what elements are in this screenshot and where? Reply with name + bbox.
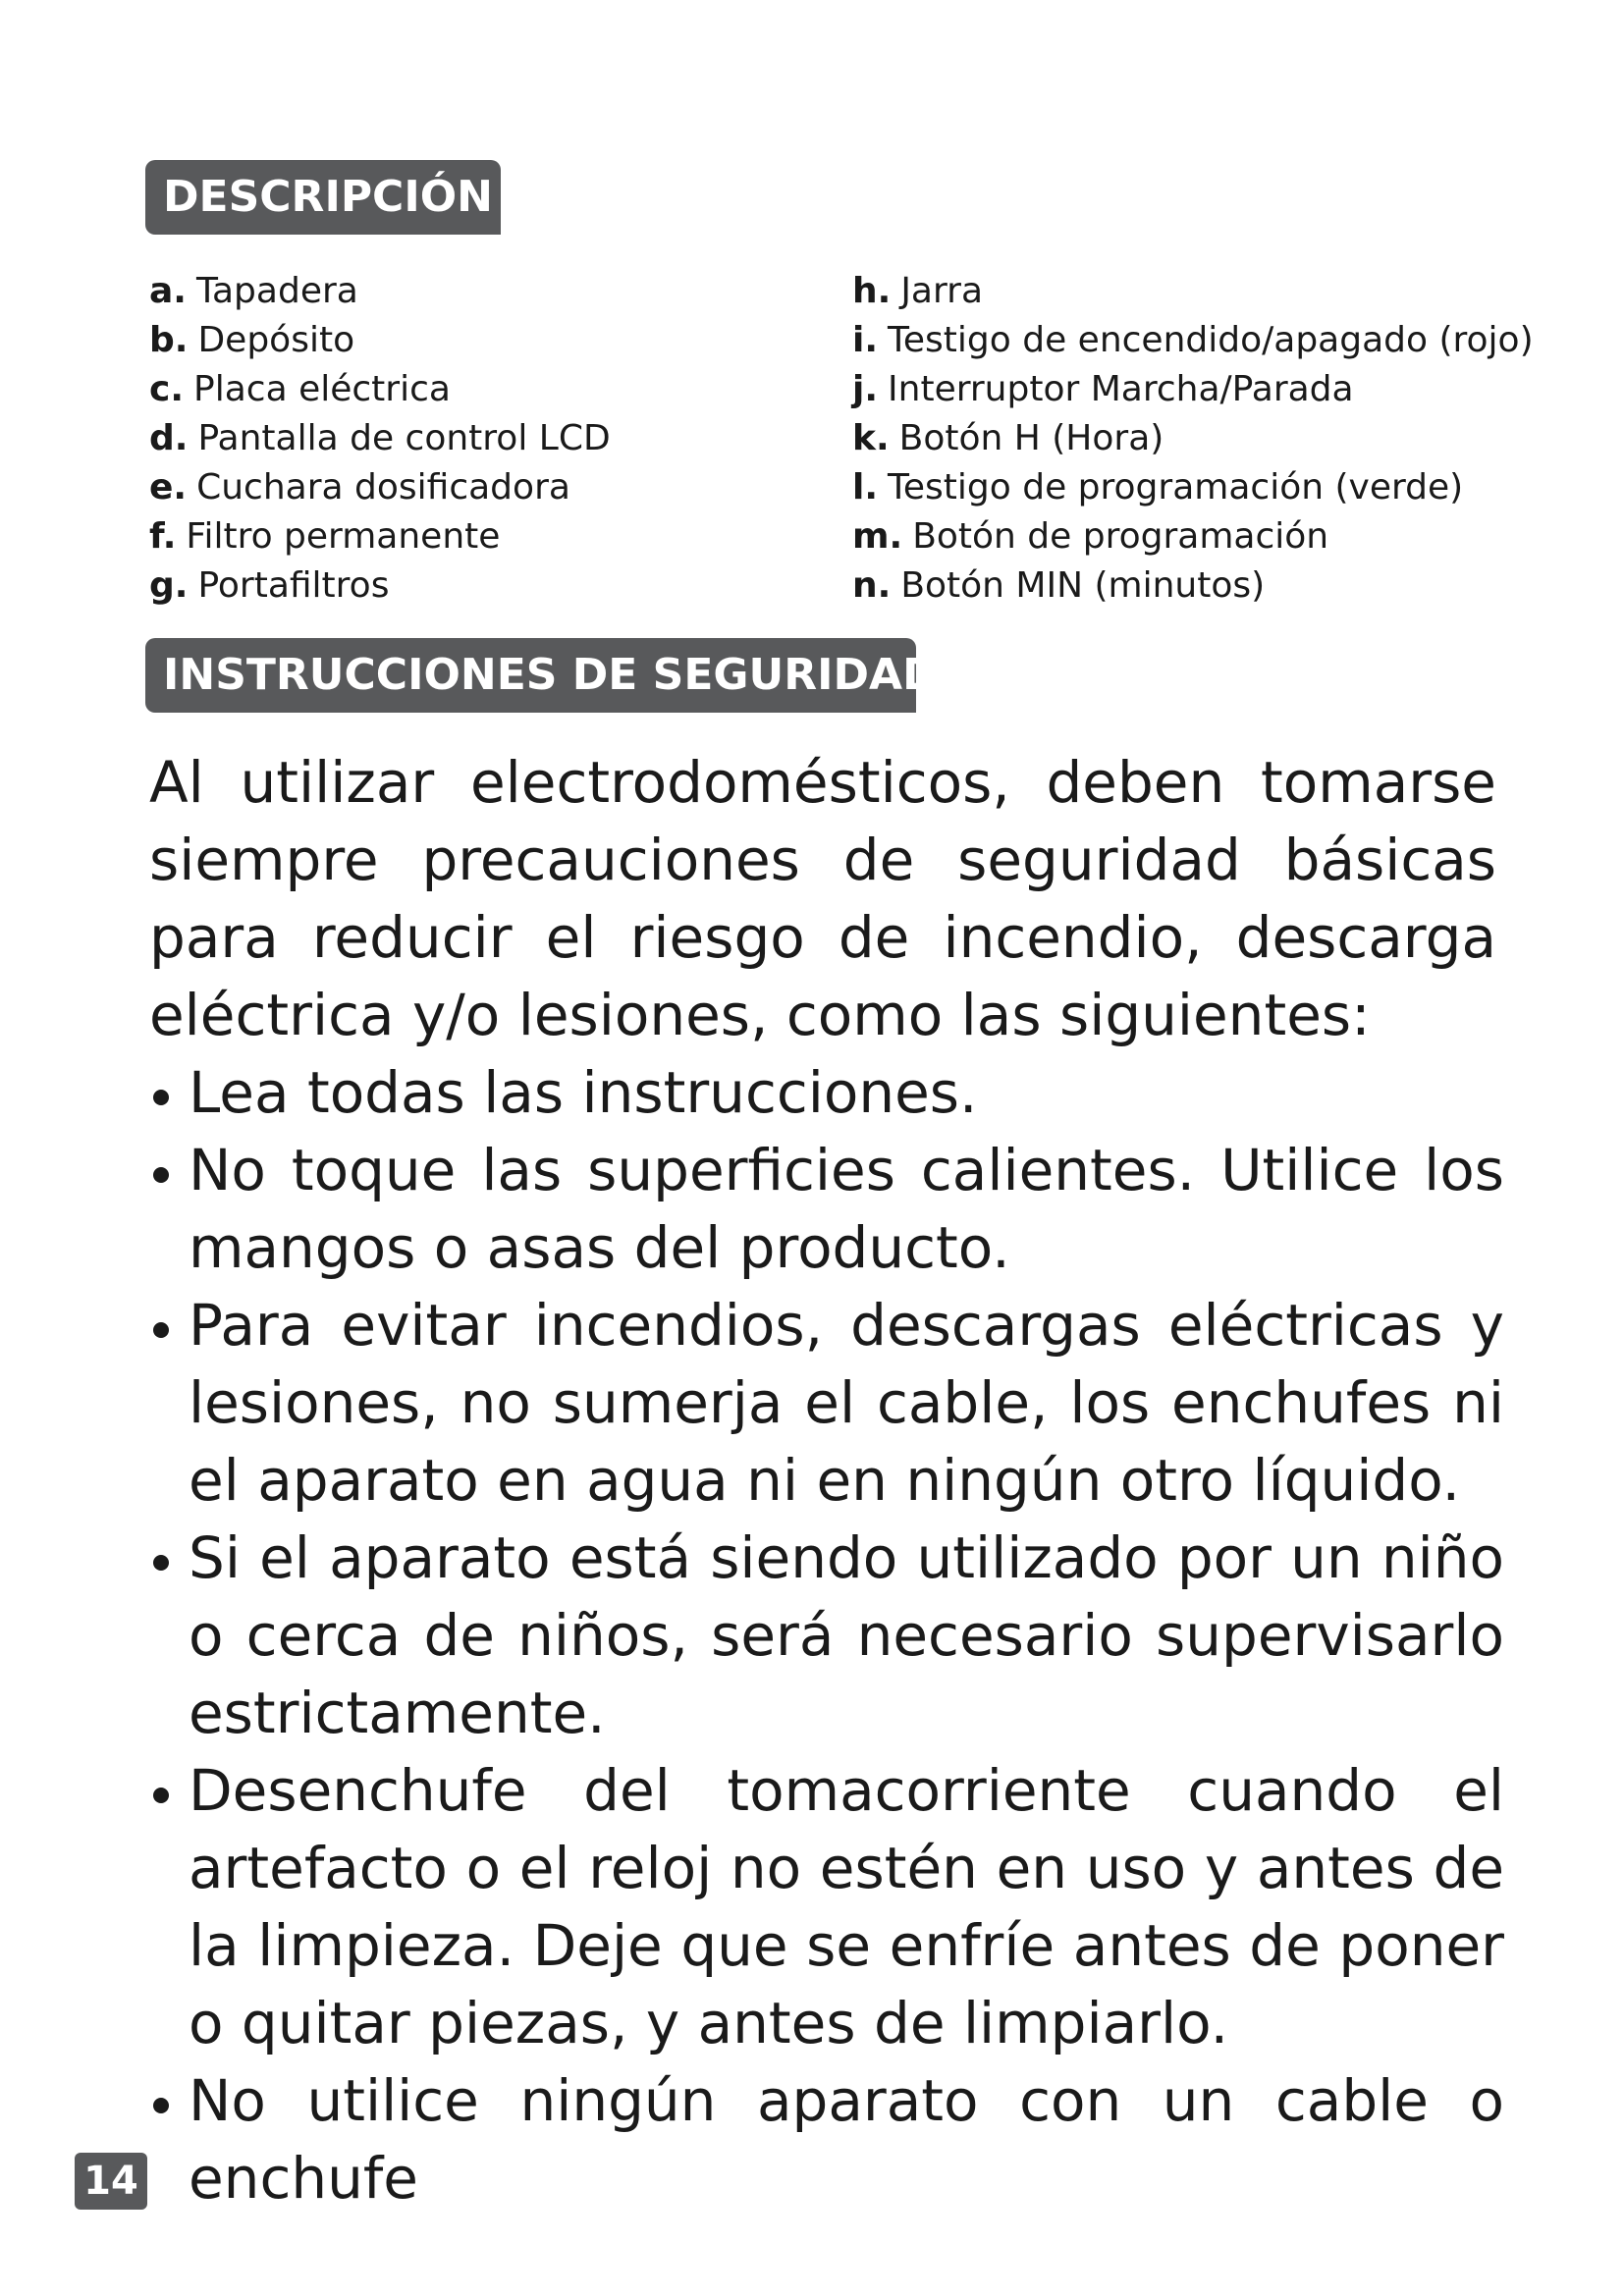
part-label: Depósito — [197, 320, 355, 360]
part-label: Testigo de encendido/apagado (rojo) — [888, 320, 1534, 360]
descripcion-heading: DESCRIPCIÓN — [145, 160, 501, 235]
part-label: Filtro permanente — [186, 516, 501, 557]
part-letter: e. — [149, 467, 188, 507]
parts-list-left — [149, 267, 611, 611]
part-letter: k. — [852, 418, 890, 458]
part-label: Pantalla de control LCD — [197, 418, 611, 458]
part-item — [149, 512, 611, 561]
part-item — [149, 267, 611, 316]
part-item — [149, 561, 611, 611]
part-item — [852, 463, 1534, 512]
page-number: 14 — [75, 2153, 147, 2210]
safety-bullet: Lea todas las instrucciones. — [149, 1054, 1504, 1132]
part-letter: c. — [149, 369, 185, 409]
part-label: Placa eléctrica — [193, 369, 451, 409]
part-label: Cuchara dosificadora — [196, 467, 570, 507]
part-letter: l. — [852, 467, 879, 507]
part-label: Botón H (Hora) — [898, 418, 1164, 458]
part-letter: j. — [852, 369, 879, 409]
part-label: Botón MIN (minutos) — [900, 565, 1266, 606]
part-letter: b. — [149, 320, 189, 360]
part-item — [149, 463, 611, 512]
part-item — [149, 316, 611, 365]
safety-bullet: Para evitar incendios, descargas eléctricas y lesiones, no sumerja el cable, los enchufes ni el aparato en agua ni en ningún otro líquido. — [149, 1287, 1504, 1520]
part-letter: n. — [852, 565, 892, 606]
safety-bullet-list — [149, 1054, 1504, 2217]
part-label: Botón de programación — [912, 516, 1329, 557]
part-letter: i. — [852, 320, 879, 360]
part-item — [852, 267, 1534, 316]
part-item — [852, 365, 1534, 414]
part-item — [852, 561, 1534, 611]
safety-intro: Al utilizar electrodomésticos, deben tomarse siempre precauciones de seguridad básicas para reducir el riesgo de incendio, descarga eléctrica y/o lesiones, como las siguientes: — [149, 749, 1496, 1048]
part-letter: f. — [149, 516, 177, 557]
parts-list-right — [852, 267, 1534, 611]
part-label: Jarra — [900, 271, 984, 311]
safety-bullet: No toque las superficies calientes. Utilice los mangos o asas del producto. — [149, 1132, 1504, 1287]
part-item — [149, 365, 611, 414]
part-item — [149, 414, 611, 463]
part-letter: m. — [852, 516, 903, 557]
part-label: Testigo de programación (verde) — [888, 467, 1464, 507]
safety-bullet: Desenchufe del tomacorriente cuando el artefacto o el reloj no estén en uso y antes de la limpieza. Deje que se enfríe antes de poner o quitar piezas, y antes de limpiarlo. — [149, 1752, 1504, 2062]
safety-bullet: No utilice ningún aparato con un cable o enchufe — [149, 2062, 1504, 2217]
part-letter: g. — [149, 565, 189, 606]
part-item — [852, 316, 1534, 365]
part-letter: h. — [852, 271, 892, 311]
seguridad-heading: INSTRUCCIONES DE SEGURIDAD — [145, 638, 916, 713]
part-label: Portafiltros — [197, 565, 390, 606]
part-letter: d. — [149, 418, 189, 458]
part-label: Tapadera — [195, 271, 358, 311]
part-item — [852, 414, 1534, 463]
part-item — [852, 512, 1534, 561]
safety-bullet: Si el aparato está siendo utilizado por un niño o cerca de niños, será necesario supervisarlo estrictamente. — [149, 1520, 1504, 1752]
part-label: Interruptor Marcha/Parada — [888, 369, 1354, 409]
part-letter: a. — [149, 271, 187, 311]
